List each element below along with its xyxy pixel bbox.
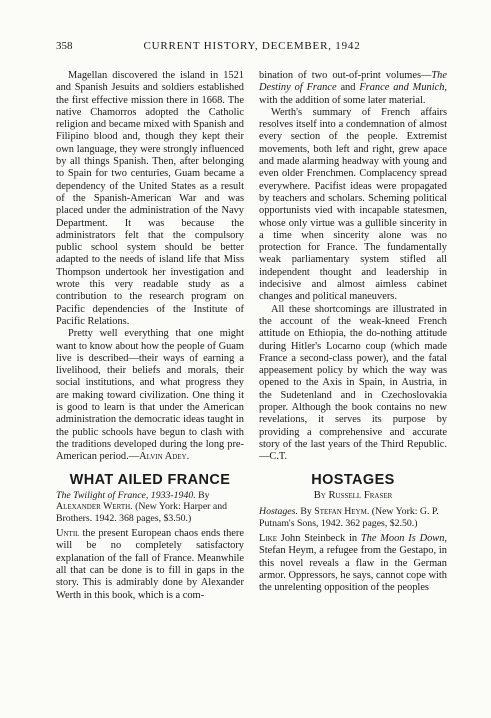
paragraph-text: the present European chaos ends there will be no completely satisfactory explanation of the fall of France. Meanwhile all that can be done is to fill in gaps in the story. This is admirably done by Alexander Werth in this book, which is a com- xyxy=(56,528,244,601)
right-column xyxy=(259,70,447,594)
book-title: Hostages. xyxy=(259,506,298,518)
book-author: Alexander Werth. xyxy=(56,501,133,513)
paragraph-shortcomings: All these shortcomings are illustrated in the account of the weak-kneed French attitude on Ethiopia, the do-nothing attitude during Hitler's Locarno coup (which made France a second-class power), and the fatal appeasement policy by which the way was opened to the Axis in Spain, in Austria, in the Sudetenland and in Czechoslovakia proper. Although the book contains no new revelations, it serves its purpose by providing a comprehensive and accurate story of the last years of the Third Republic.—C.T. xyxy=(259,303,447,463)
paragraph-werth-summary: Werth's summary of French affairs resolves itself into a condemnation of almost every section of the people. Extremist movements, both left and right, grew apace and made alarming headway with young and even older Frenchmen. Complacency spread everywhere. Pacifist ideas were propagated by teachers and scholars. Scheming political opportunists vied with incapable statesmen, whose only virtue was a gullible sincerity in a time when sincerity alone was no protection for France. The fundamentally weak parliamentary system stifled all independent thought and leadership in indecisive and almost aimless cabinet changes and political maneuvers. xyxy=(259,106,447,303)
book-publication: (New York: G. P. Putnam's Sons, 1942. 362 pages, $2.50.) xyxy=(259,506,439,529)
citation-by: By xyxy=(195,489,210,501)
paragraph-france-intro xyxy=(56,528,244,602)
book-title: The Twilight of France, 1933-1940. xyxy=(56,489,196,501)
book-title: France and Munich, xyxy=(359,82,447,94)
review-signature: Alvin Adey. xyxy=(139,451,190,463)
page-header xyxy=(56,40,448,56)
citation-by: By xyxy=(297,506,315,518)
paragraph-werth-volumes xyxy=(259,70,447,107)
paragraph-text: bination of two out-of-print volumes— xyxy=(259,70,432,81)
paragraph-guam-life xyxy=(56,328,244,463)
book-title: The Moon Is Down, xyxy=(360,532,448,544)
paragraph-text: and xyxy=(336,82,360,94)
paragraph-text: John Steinbeck in xyxy=(277,532,361,544)
paragraph-text: with the addition of some later material. xyxy=(259,94,426,106)
paragraph-text: Pretty well everything that one might want to know about how the people of Guam live is described—their ways of earning a livelihood, their beliefs and morals, their social institutions, and what progress they are making toward civilization. One thing it is good to learn is that under the American administration the democratic ideas taught in the public schools have begun to clash with the traditions developed during the long pre-American period.— xyxy=(56,328,244,463)
book-publication: (New York: Harper and Brothers. 1942. 368 pages, $3.50.) xyxy=(56,501,228,524)
paragraph-hostages-intro xyxy=(259,533,447,594)
section-title-france: WHAT AILED FRANCE xyxy=(69,471,231,488)
paragraph-guam-history: Magellan discovered the island in 1521 and Spanish Jesuits and soldiers established the first effective mission there in 1668. The native Chamorros adopted the Catholic religion and became mixed with Spanish and Filipino blood and, though they kept their own language, they were strongly influenced by all things Spanish. Then, after belonging to Spain for two centuries, Guam became a dependency of the United States as a result of the Spanish-American War and was placed under the administration of the Navy Department. It was because the administrators felt that the compulsory public school system should be better adapted to the needs of island life that Miss Thompson undertook her investigation and wrote this very readable study as a contribution to the research program on Pacific dependencies of the Institute of Pacific Relations. xyxy=(56,70,244,327)
byline: By Russell Fraser xyxy=(313,489,393,501)
section-title-hostages: HOSTAGES xyxy=(311,471,395,488)
left-column xyxy=(56,70,244,602)
book-author: Stefan Heym. xyxy=(314,506,370,518)
lead-word: Like xyxy=(259,532,278,544)
paragraph-text: Stefan Heym, a refugee from the Gestapo, in this novel reveals a flaw in the German armor. Oppressors, he says, cannot cope with the unrelenting opposition of the peoples xyxy=(259,545,447,594)
book-title: The Destiny of France xyxy=(259,70,447,94)
lead-word: Until xyxy=(56,528,80,540)
book-citation-france xyxy=(56,490,244,524)
running-title: CURRENT HISTORY, DECEMBER, 1942 xyxy=(143,40,361,52)
page-number: 358 xyxy=(56,40,73,52)
book-citation-hostages xyxy=(259,506,447,529)
